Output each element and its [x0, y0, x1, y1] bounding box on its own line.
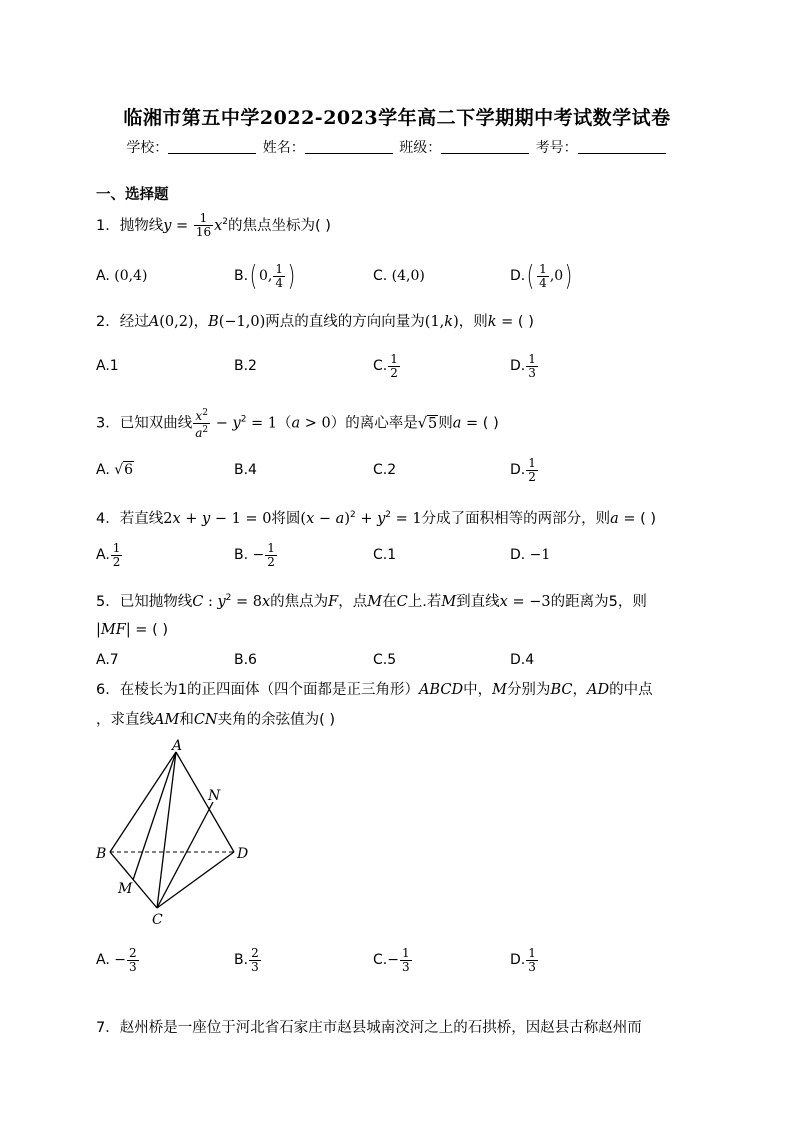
q1-option-a[interactable]: A. (0,4) — [96, 268, 148, 284]
q4-option-b[interactable]: B. − $\frac{1}{2}$ — [234, 540, 275, 569]
school-blank — [168, 139, 256, 154]
edge-cd — [157, 852, 234, 908]
exam-number-blank — [578, 139, 666, 154]
q1-option-b[interactable]: B. ( 0, $\frac{1}{4}$ ) — [234, 259, 296, 292]
segment-am — [133, 752, 176, 880]
question-6: 6．在棱长为1的正四面体（四个面都是正三角形）ABCD中，M分别为BC，AD的中点 — [96, 682, 653, 698]
q4-option-c[interactable]: C.1 — [373, 547, 397, 563]
q2-option-d[interactable]: D. $\frac{1}{3}$ — [510, 351, 536, 380]
class-label: 班级： — [399, 140, 442, 156]
class-blank — [441, 139, 529, 154]
q1-option-d[interactable]: D. ( $\frac{1}{4}$ ,0 ) — [510, 259, 573, 292]
question-5: 5．已知抛物线C : $y^2 = 8x$的焦点为F，点M在C上.若M到直线x = −3的距离为5，则 — [96, 593, 647, 610]
label-m: M — [118, 881, 133, 897]
q6-option-a[interactable]: A. − $\frac{2}{3}$ — [96, 945, 137, 974]
exam-title: 临湘市第五中学2022-2023学年高二下学期期中考试数学试卷 — [123, 107, 671, 129]
section-heading: 一、选择题 — [96, 187, 169, 203]
name-label: 姓名： — [262, 140, 305, 156]
q6-option-b[interactable]: B. $\frac{2}{3}$ — [234, 945, 259, 974]
q2-option-b[interactable]: B.2 — [234, 358, 257, 374]
q3-option-c[interactable]: C.2 — [373, 462, 397, 478]
q2-option-a[interactable]: A.1 — [96, 358, 119, 374]
q6-option-c[interactable]: C. − $\frac{1}{3}$ — [373, 945, 410, 974]
question-3: 3．已知双曲线 $\frac{x^2}{a^2}$ − $y^2 = 1(a > 0)$的离心率是√5则a = ( ) — [96, 408, 499, 440]
tetrahedron-figure — [92, 738, 262, 930]
q5-option-a[interactable]: A.7 — [96, 652, 119, 668]
q3-option-b[interactable]: B.4 — [234, 462, 257, 478]
q6-option-d[interactable]: D. $\frac{1}{3}$ — [510, 945, 536, 974]
question-7: 7．赵州桥是一座位于河北省石家庄市赵县城南洨河之上的石拱桥，因赵县古称赵州而 — [96, 1020, 642, 1036]
q1-option-c[interactable]: C. (4,0) — [373, 268, 425, 284]
q3-option-d[interactable]: D. $\frac{1}{2}$ — [510, 455, 536, 484]
label-a: A — [172, 738, 183, 754]
student-info-row — [0, 137, 794, 157]
name-blank — [305, 139, 393, 154]
edge-ad — [176, 752, 234, 852]
question-2: 2．经过A(0,2)，B(−1,0)两点的直线的方向向量为(1,k)，则k = ( ) — [96, 314, 534, 330]
segment-cn — [157, 802, 213, 908]
q5-option-c[interactable]: C.5 — [373, 652, 397, 668]
school-label: 学校： — [126, 140, 169, 156]
q5-option-b[interactable]: B.6 — [234, 652, 257, 668]
q5-option-d[interactable]: D.4 — [510, 652, 535, 668]
label-d: D — [237, 846, 249, 862]
label-n: N — [208, 788, 221, 804]
question-5-line-2: |MF| = ( ) — [96, 622, 169, 638]
label-b: B — [96, 846, 107, 862]
question-4: 4．若直线2x + y − 1 = 0将圆$(x - a)^2 + y^2 = 1$分成了面积相等的两部分，则a = ( ) — [96, 510, 657, 527]
question-1: 1．抛物线y = $\frac{1}{16}$ $x^2$的焦点坐标为( ) — [96, 211, 331, 240]
label-c: C — [152, 912, 163, 928]
q4-option-a[interactable]: A. $\frac{1}{2}$ — [96, 540, 121, 569]
question-6-line-2: ，求直线AM和CN夹角的余弦值为( ) — [96, 712, 336, 728]
exam-number-label: 考号： — [535, 140, 578, 156]
q3-option-a[interactable]: A. √6 — [96, 462, 134, 478]
q2-option-c[interactable]: C. $\frac{1}{2}$ — [373, 351, 398, 380]
q4-option-d[interactable]: D. −1 — [510, 547, 551, 563]
